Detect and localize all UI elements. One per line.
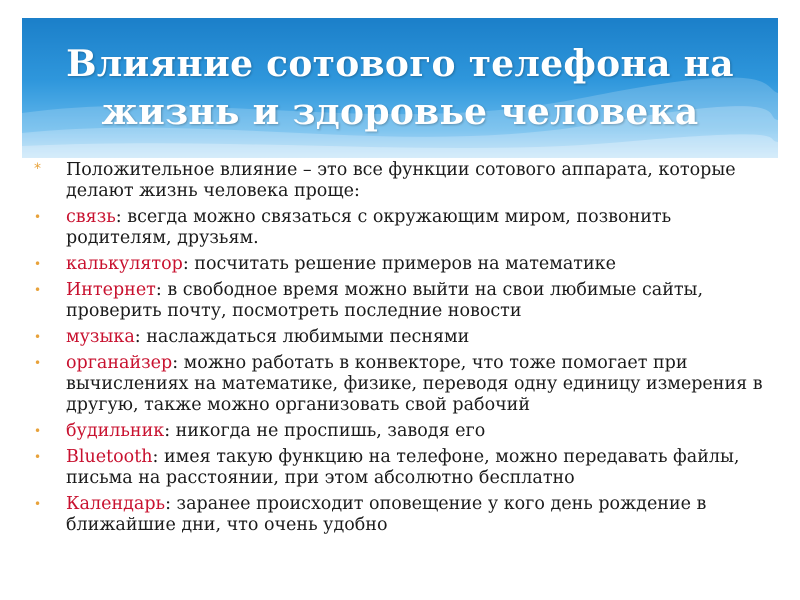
item-text: : всегда можно связаться с окружающим миром, позвонить родителям, друзьям. bbox=[66, 207, 672, 248]
list-item bbox=[30, 421, 770, 442]
list-item bbox=[30, 494, 770, 536]
item-text: : можно работать в конвекторе, что тоже помогает при вычислениях на математике, физике, переводя одну единицу измерения в другую, также можно организовать свой рабочий bbox=[66, 353, 763, 415]
list-item bbox=[30, 447, 770, 489]
list-item bbox=[30, 327, 770, 348]
bullet-icon: • bbox=[34, 283, 42, 297]
bullet-icon: • bbox=[34, 424, 42, 438]
item-text: : заранее происходит оповещение у кого день рождение в ближайшие дни, что очень удобно bbox=[66, 494, 707, 535]
item-term: связь bbox=[66, 207, 116, 227]
bullet-list bbox=[30, 160, 770, 541]
star-bullet-icon: * bbox=[34, 161, 41, 177]
item-text: : в свободное время можно выйти на свои любимые сайты, проверить почту, посмотреть последние новости bbox=[66, 280, 704, 321]
item-text: : наслаждаться любимыми песнями bbox=[134, 327, 470, 347]
item-term: будильник bbox=[66, 421, 165, 441]
item-text: : имея такую функцию на телефоне, можно передавать файлы, письма на расстоянии, при этом абсолютно бесплатно bbox=[66, 447, 740, 488]
item-term: Календарь bbox=[66, 494, 166, 514]
item-term: Bluetooth bbox=[66, 447, 153, 467]
bullet-icon: • bbox=[34, 450, 42, 464]
slide-title bbox=[22, 40, 778, 136]
list-item bbox=[30, 207, 770, 249]
intro-text: Положительное влияние – это все функции сотового аппарата, которые делают жизнь человека проще: bbox=[66, 160, 736, 201]
bullet-icon: • bbox=[34, 210, 42, 224]
item-text: : никогда не проспишь, заводя его bbox=[164, 421, 486, 441]
item-term: Интернет bbox=[66, 280, 156, 300]
slide bbox=[22, 18, 778, 580]
intro-item bbox=[30, 160, 770, 202]
item-term: музыка bbox=[66, 327, 135, 347]
title-banner bbox=[22, 18, 778, 158]
bullet-icon: • bbox=[34, 257, 42, 271]
item-term: калькулятор bbox=[66, 254, 183, 274]
item-text: : посчитать решение примеров на математике bbox=[182, 254, 616, 274]
title-line-1: Влияние сотового телефона на bbox=[66, 43, 734, 85]
bullet-icon: • bbox=[34, 356, 42, 370]
bullet-icon: • bbox=[34, 497, 42, 511]
list-item bbox=[30, 254, 770, 275]
bullet-icon: • bbox=[34, 330, 42, 344]
list-item bbox=[30, 280, 770, 322]
item-term: органайзер bbox=[66, 353, 173, 373]
list-item bbox=[30, 353, 770, 416]
title-line-2: жизнь и здоровье человека bbox=[101, 91, 699, 133]
